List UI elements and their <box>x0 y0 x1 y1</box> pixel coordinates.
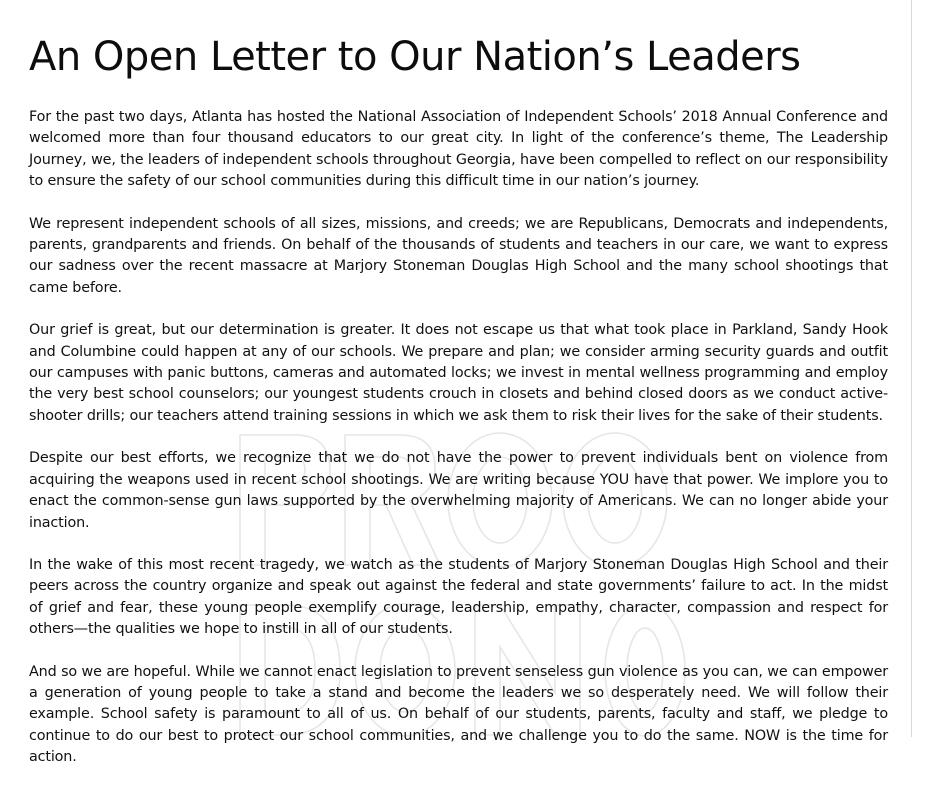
paragraph-closing: And so we are hopeful. While we cannot enact legislation to prevent senseless gun violence as you can, we can empower a generation of young people to take a stand and become the leaders we so desperately need. We will follow their example. School safety is paramount to all of us. On behalf of our students, parents, faculty and staff, we pledge to continue to do our best to protect our school communities, and we challenge you to do the same. NOW is the time for action. <box>29 663 888 766</box>
paragraph-intro: For the past two days, Atlanta has hosted the National Association of Independent Schools’ 2018 Annual Conference and welcomed more than four thousand educators to our great city. In light of the conference’s theme, The Leadership Journey, we, the leaders of independent schools throughout Georgia, have been compelled to reflect on our responsibility to ensure the safety of our school communities during this difficult time in our nation’s journey. <box>29 109 888 190</box>
letter-body <box>29 107 888 790</box>
paragraph-call-to-action: Despite our best efforts, we recognize that we do not have the power to prevent individuals bent on violence from acquiring the weapons used in recent school shootings. We are writing because YOU have that power. We implore you to enact the common-sense gun laws supported by the overwhelming majority of Americans. We can no longer abide your inaction. <box>29 450 888 531</box>
paragraph-students-speak-out: In the wake of this most recent tragedy, we watch as the students of Marjory Stoneman Douglas High School and their peers across the country organize and speak out against the federal and state governments’ failure to act. In the midst of grief and fear, these young people exemplify courage, leadership, empathy, character, compassion and respect for others—the qualities we hope to instill in all of our students. <box>29 556 888 638</box>
page-edge <box>911 0 929 737</box>
paragraph-who-we-are: We represent independent schools of all sizes, missions, and creeds; we are Republicans, Democrats and independents, parents, grandparents and friends. On behalf of the thousands of students and teachers in our care, we want to express our sadness over the recent massacre at Marjory Stoneman Douglas High School and the many school shootings that came before. <box>29 215 888 296</box>
letter-title: An Open Letter to Our Nation’s Leaders <box>29 34 801 80</box>
paragraph-grief-determination: Our grief is great, but our determination is greater. It does not escape us that what took place in Parkland, Sandy Hook and Columbine could happen at any of our schools. We prepare and plan; we consider arming security guards and outfit our campuses with panic buttons, cameras and automated locks; we invest in mental wellness programming and employ the very best school counselors; our youngest students crouch in closets and behind closed doors as we conduct active-shooter drills; our teachers attend training sessions in which we ask them to risk their lives for the sake of their students. <box>29 322 888 424</box>
